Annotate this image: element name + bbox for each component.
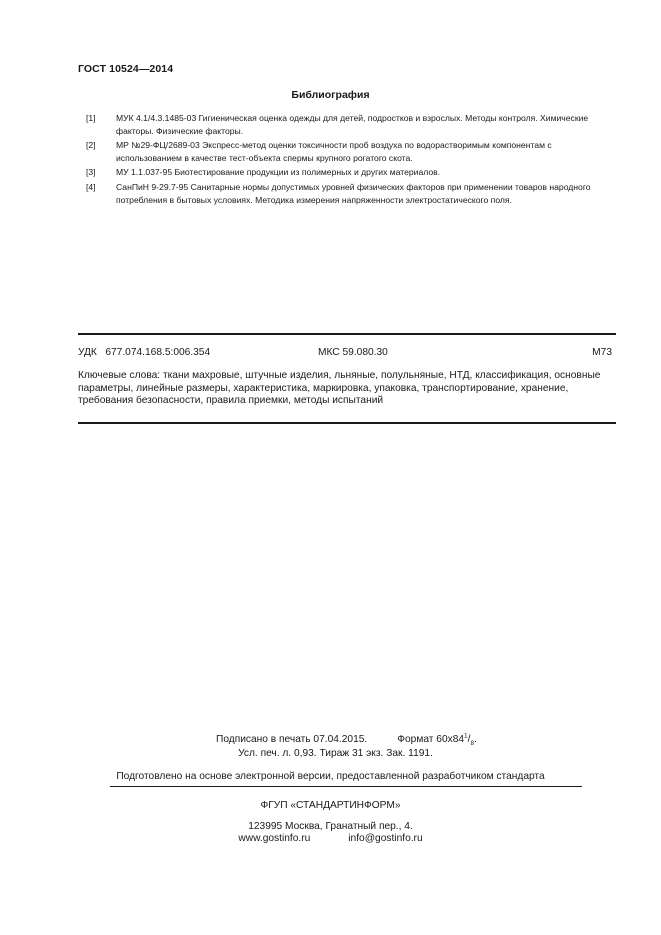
footer-divider — [110, 786, 582, 787]
paper-format: Формат $60x84^1/_8$. — [397, 732, 477, 748]
udk-code: УДК 677.074.168.5:006.354 — [78, 347, 211, 358]
document-code: ГОСТ 10524—2014 — [78, 63, 174, 75]
paper-format-numerator: 1 — [464, 732, 468, 740]
bibliography-item-text: МУК 4.1/4.3.1485-03 Гигиеническая оценка одежды для детей, подростков и взрослых. Методы контроля. Химические факторы. Физические факторы. — [116, 113, 589, 136]
bibliography-list — [86, 112, 610, 208]
paper-format-label: Формат 60x84 — [397, 734, 465, 745]
bibliography-title: Библиография — [291, 89, 370, 101]
bibliography-item-number: [2] — [86, 140, 96, 151]
print-sheets: Усл. печ. л. 0,93. — [238, 748, 317, 759]
imprint-line-2 — [0, 748, 661, 759]
top-divider — [78, 333, 616, 335]
bibliography-item-text: СанПиН 9-29.7-95 Санитарные нормы допустимых уровней физических факторов при применении товаров народного потребления в бытовых условиях. Методика измерения напряженности электростатического поля. — [116, 181, 591, 205]
print-run: Тираж 31 экз. — [319, 748, 384, 759]
bibliography-item-number: [4] — [86, 181, 96, 192]
paper-format-denominator: 8 — [470, 740, 475, 748]
bibliography-item-number: [3] — [86, 167, 96, 178]
bibliography-item-text: МР №29-ФЦ/2689-03 Экспресс-метод оценки токсичности проб воздуха по водорастворимым компонентам с использованием в качестве тест-объекта спермы крупного рогатого скота. — [116, 140, 552, 163]
classification-line — [78, 347, 612, 361]
publisher-contacts — [0, 833, 661, 844]
bibliography-item — [86, 139, 610, 164]
imprint-line-1 — [0, 732, 661, 748]
signed-date: Подписано в печать 07.04.2015. — [216, 734, 368, 745]
bibliography-item-number: [1] — [86, 113, 96, 123]
bibliography-item — [86, 112, 610, 137]
keywords: Ключевые слова: ткани махровые, штучные изделия, льняные, полульняные, НТД, классификация, основные параметры, линейные размеры, характеристика, маркировка, упаковка, транспортирование, хранение, требования безопасности, правила приемки, методы испытаний — [78, 370, 601, 407]
source-note: Подготовлено на основе электронной версии, предоставленной разработчиком стандарта — [116, 771, 545, 782]
email-link[interactable]: info@gostinfo.ru — [348, 833, 423, 844]
mks-code: МКС 59.080.30 — [318, 347, 388, 358]
paper-format-end: . — [474, 734, 477, 745]
bottom-divider — [78, 422, 616, 424]
publisher-address: 123995 Москва, Гранатный пер., 4. — [248, 821, 413, 832]
website-link[interactable]: www.gostinfo.ru — [238, 833, 311, 844]
bibliography-item — [86, 166, 610, 179]
bibliography-item-text: МУ 1.1.037-95 Биотестирование продукции из полимерных и других материалов. — [116, 167, 441, 178]
bibliography-item — [86, 181, 610, 206]
order-number: Зак. 1191. — [386, 748, 433, 759]
publisher-name: ФГУП «СТАНДАРТИНФОРМ» — [260, 800, 401, 811]
group-code: М73 — [592, 347, 612, 358]
